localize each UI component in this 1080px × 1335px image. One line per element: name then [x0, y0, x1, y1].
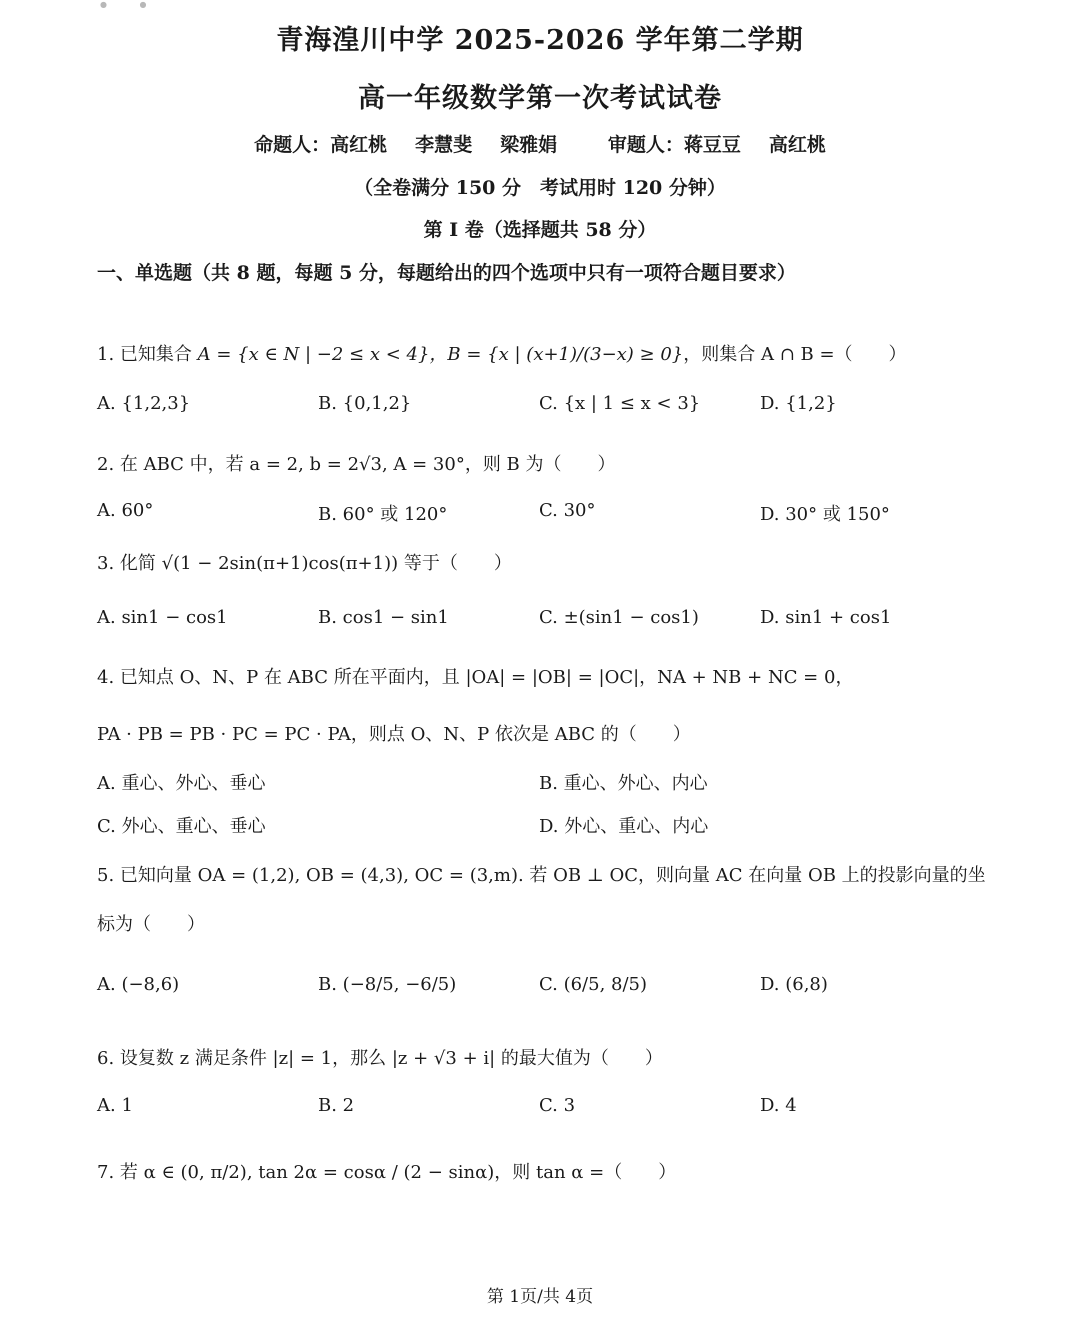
question-3-option-b: B. cos1 − sin1: [318, 607, 449, 628]
question-6-option-d: D. 4: [760, 1095, 797, 1116]
question-4-option-b: B. 重心、外心、内心: [539, 773, 708, 794]
question-4-option-d: D. 外心、重心、内心: [539, 816, 709, 837]
question-3-stem: 3. 化简 √(1 − 2sin(π+1)cos(π+1)) 等于（ ）: [97, 553, 512, 574]
setter-name: 李慧斐: [415, 134, 473, 156]
setters-line: [0, 130, 1080, 157]
page-footer: 第 1页/共 4页: [486, 1287, 594, 1307]
question-4-option-c: C. 外心、重心、垂心: [97, 816, 266, 837]
header-logos: [100, 0, 177, 9]
question-4-stem-line2: PA · PB = PB · PC = PC · PA，则点 O、N、P 依次是 ABC 的（ ）: [97, 724, 691, 745]
question-1-stem: [97, 340, 907, 366]
question-6-option-c: C. 3: [539, 1095, 576, 1116]
question-1-option-c: C. {x | 1 ≤ x < 3}: [539, 393, 701, 414]
question-1-math: A = {x ∈ N | −2 ≤ x < 4}，B = {x | (x+1)/(3−x) ≥ 0}: [197, 344, 684, 365]
question-5-stem-line1: 5. 已知向量 OA = (1,2), OB = (4,3), OC = (3,m). 若 OB ⊥ OC，则向量 AC 在向量 OB 上的投影向量的坐: [97, 865, 986, 886]
question-1-suffix: ，则集合 A ∩ B =（ ）: [683, 344, 907, 365]
question-5-option-c: C. (6/5, 8/5): [539, 974, 647, 995]
logo-icon: ●: [100, 0, 107, 9]
question-2-stem: 2. 在 ABC 中，若 a = 2, b = 2√3, A = 30°，则 B 为（ ）: [97, 454, 616, 475]
question-2-option-c: C. 30°: [539, 500, 596, 521]
exam-title-school: 青海湟川中学 2025-2026 学年第二学期: [276, 25, 804, 56]
exam-title-subject: 高一年级数学第一次考试试卷: [358, 83, 722, 114]
question-4-option-a: A. 重心、外心、垂心: [97, 773, 266, 794]
question-3-option-d: D. sin1 + cos1: [760, 607, 892, 628]
question-5-stem-line2: 标为（ ）: [97, 914, 205, 935]
question-3-option-a: A. sin1 − cos1: [97, 607, 228, 628]
setter-name: 梁雅娟: [500, 134, 558, 156]
question-1-option-d: D. {1,2}: [760, 393, 837, 414]
question-1-option-a: A. {1,2,3}: [97, 393, 191, 414]
question-2-option-a: A. 60°: [97, 500, 154, 521]
question-3-option-c: C. ±(sin1 − cos1): [539, 607, 699, 628]
question-5-option-a: A. (−8,6): [97, 974, 180, 995]
question-7-stem: 7. 若 α ∈ (0, π/2), tan 2α = cosα / (2 − sinα)，则 tan α =（ ）: [97, 1162, 677, 1183]
reviewers-label: 审题人：蒋豆豆: [607, 134, 741, 156]
question-6-option-b: B. 2: [318, 1095, 355, 1116]
question-1-option-b: B. {0,1,2}: [318, 393, 412, 414]
question-6-stem: 6. 设复数 z 满足条件 |z| = 1，那么 |z + √3 + i| 的最大值为（ ）: [97, 1048, 663, 1069]
question-5-option-b: B. (−8/5, −6/5): [318, 974, 457, 995]
logo-icon: ●: [139, 0, 147, 9]
exam-info: （全卷满分 150 分 考试用时 120 分钟）: [354, 177, 726, 199]
section-title: 一、单选题（共 8 题，每题 5 分，每题给出的四个选项中只有一项符合题目要求）: [97, 262, 796, 284]
question-6-option-a: A. 1: [97, 1095, 133, 1116]
volume-title: 第 I 卷（选择题共 58 分）: [423, 219, 657, 241]
reviewer-name: 高红桃: [768, 134, 826, 156]
question-4-stem-line1: 4. 已知点 O、N、P 在 ABC 所在平面内，且 |OA| = |OB| = |OC|，NA + NB + NC = 0，: [97, 667, 854, 688]
question-5-option-d: D. (6,8): [760, 974, 828, 995]
question-2-option-b: B. 60° 或 120°: [318, 504, 448, 525]
question-1-prefix: 1. 已知集合: [97, 344, 192, 365]
setters-label: 命题人：高红桃: [254, 134, 388, 156]
question-2-option-d: D. 30° 或 150°: [760, 504, 890, 525]
